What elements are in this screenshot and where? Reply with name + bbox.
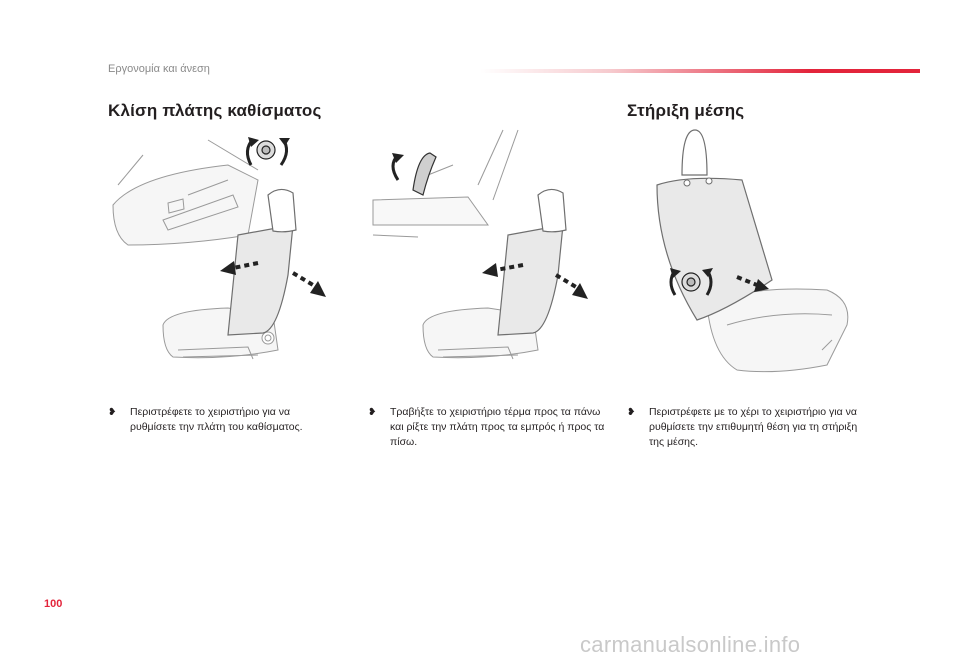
instruction-text: Τραβήξτε το χειριστήριο τέρμα προς τα πάνω και ρίξτε την πλάτη προς τα εμπρός ή προς τα πίσω. (390, 406, 605, 448)
figure-lumbar-support (627, 125, 867, 390)
instruction-text: Περιστρέφετε το χειριστήριο για να ρυθμίσετε την πλάτη του καθίσματος. (130, 406, 303, 433)
instruction-2 (368, 405, 608, 450)
section-title-seatback-tilt: Κλίση πλάτης καθίσματος (108, 101, 322, 120)
figure-seatback-lever (368, 125, 608, 390)
chapter-rule (480, 69, 920, 73)
bullet-icon: ❥ (108, 407, 117, 418)
bullet-icon: ❥ (627, 407, 636, 418)
figure-seatback-knob (108, 125, 338, 390)
bullet-icon: ❥ (368, 407, 377, 418)
instruction-text: Περιστρέφετε με το χέρι το χειριστήριο για να ρυθμίσετε την επιθυμητή θέση για τη στήριξη της μέσης. (649, 406, 858, 448)
seatback-knob-illustration (108, 125, 338, 390)
page-number: 100 (44, 598, 63, 610)
instruction-3 (627, 405, 867, 450)
seatback-lever-illustration (368, 125, 608, 390)
lumbar-support-illustration (627, 125, 867, 390)
instruction-1 (108, 405, 338, 435)
chapter-title: Εργονομία και άνεση (108, 63, 210, 75)
watermark: carmanualsonline.info (580, 632, 801, 657)
section-title-lumbar-support: Στήριξη μέσης (627, 101, 745, 120)
